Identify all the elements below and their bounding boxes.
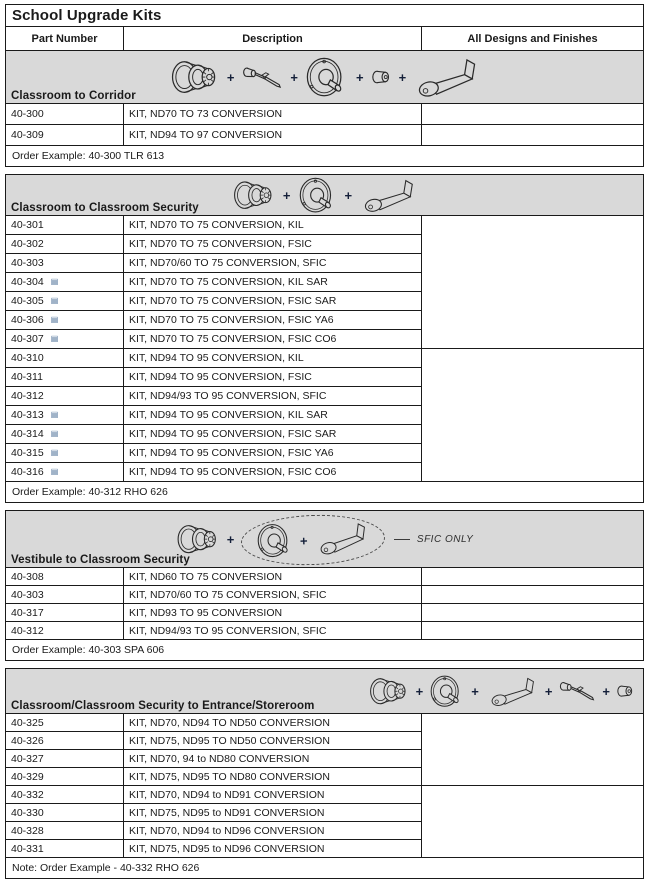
plus-icon: + [300, 532, 309, 548]
plus-icon: + [602, 684, 610, 699]
description-cell: KIT, ND70 TO 75 CONVERSION, FSIC YA6 [124, 311, 422, 330]
part-number-cell: 40-309 [6, 125, 124, 146]
part-number-cell: 40-328 [6, 822, 124, 840]
part-number-cell: 40-327 [6, 750, 124, 768]
spindle-tool-icon [558, 680, 596, 703]
part-number-cell: 40-310 [6, 349, 124, 368]
description-cell: KIT, ND93 TO 95 CONVERSION [124, 604, 422, 622]
description-cell: KIT, ND70, ND94 to ND96 CONVERSION [124, 822, 422, 840]
part-number-cell: 40-326 [6, 732, 124, 750]
sfic-only-label: SFIC ONLY [416, 534, 474, 545]
chassis-icon [368, 674, 410, 710]
plus-icon: + [282, 188, 291, 203]
description-cell: KIT, ND70, ND94 to ND91 CONVERSION [124, 786, 422, 804]
description-cell: KIT, ND70, ND94 TO ND50 CONVERSION [124, 714, 422, 732]
plus-icon: + [415, 684, 424, 699]
part-number-cell: 40-330 [6, 804, 124, 822]
description-cell: KIT, ND94 TO 95 CONVERSION, FSIC CO6 [124, 463, 422, 482]
table-row [6, 714, 644, 732]
part-number-cell: 40-306 ▤ [6, 311, 124, 330]
table-row [6, 216, 644, 235]
description-cell: KIT, ND70 TO 75 CONVERSION, FSIC [124, 235, 422, 254]
part-number-cell: 40-302 [6, 235, 124, 254]
description-cell: KIT, ND75, ND95 TO ND50 CONVERSION [124, 732, 422, 750]
part-number-cell: 40-311 [6, 368, 124, 387]
finishes-cell [422, 216, 644, 349]
lever-icon [413, 58, 479, 98]
cylinder-icon [616, 684, 635, 699]
rose-icon [256, 522, 295, 559]
finishes-cell [422, 125, 644, 146]
description-cell: KIT, ND94 TO 95 CONVERSION, FSIC YA6 [124, 444, 422, 463]
chassis-icon [232, 177, 276, 215]
section-table-classroom-to-corridor [5, 4, 644, 167]
table-row [6, 586, 644, 604]
note-marker-icon: ▤ [50, 467, 59, 476]
rose-icon [429, 675, 465, 709]
part-number-cell: 40-303 [6, 254, 124, 273]
lever-icon [359, 179, 417, 213]
section-band [6, 51, 644, 104]
description-cell: KIT, ND94/93 TO 95 CONVERSION, SFIC [124, 387, 422, 406]
section-table-classroom-security-to-entrance-storeroom [5, 668, 644, 879]
chassis-icon [170, 56, 220, 100]
description-cell: KIT, ND94 TO 97 CONVERSION [124, 125, 422, 146]
description-cell: KIT, ND70 TO 75 CONVERSION, FSIC SAR [124, 292, 422, 311]
note-marker-icon: ▤ [50, 315, 59, 324]
page-title: School Upgrade Kits [6, 5, 644, 27]
part-number-cell: 40-317 [6, 604, 124, 622]
description-cell: KIT, ND94 TO 95 CONVERSION, KIL SAR [124, 406, 422, 425]
description-cell: KIT, ND94 TO 95 CONVERSION, KIL [124, 349, 422, 368]
section-band [6, 669, 644, 714]
part-number-cell: 40-313 ▤ [6, 406, 124, 425]
order-example-row: Order Example: 40-300 TLR 613 [6, 146, 644, 167]
finishes-cell [422, 104, 644, 125]
part-number-cell: 40-329 [6, 768, 124, 786]
description-cell: KIT, ND75, ND95 TO ND80 CONVERSION [124, 768, 422, 786]
section-band [6, 511, 644, 568]
finishes-cell [422, 786, 644, 858]
table-row [6, 622, 644, 640]
sfic-only-group [240, 512, 385, 567]
note-marker-icon: ▤ [50, 448, 59, 457]
part-number-cell: 40-301 [6, 216, 124, 235]
description-cell: KIT, ND94 TO 95 CONVERSION, FSIC [124, 368, 422, 387]
section-title: Classroom to Corridor [11, 90, 136, 102]
order-example-row: Order Example: 40-303 SPA 606 [6, 640, 644, 661]
table-row [6, 786, 644, 804]
description-cell: KIT, ND70 TO 75 CONVERSION, KIL SAR [124, 273, 422, 292]
description-cell: KIT, ND70 TO 75 CONVERSION, KIL [124, 216, 422, 235]
description-cell: KIT, ND94 TO 95 CONVERSION, FSIC SAR [124, 425, 422, 444]
description-cell: KIT, ND70 TO 73 CONVERSION [124, 104, 422, 125]
section-title: Vestibule to Classroom Security [11, 554, 190, 566]
rose-icon [298, 177, 338, 215]
column-header-description: Description [124, 27, 422, 51]
description-cell: KIT, ND75, ND95 to ND96 CONVERSION [124, 840, 422, 858]
plus-icon: + [226, 532, 235, 547]
column-header-row [6, 27, 644, 51]
plus-icon: + [544, 684, 553, 699]
table-row [6, 568, 644, 586]
finishes-cell [422, 604, 644, 622]
note-marker-icon: ▤ [50, 277, 59, 286]
description-cell: KIT, ND70/60 TO 75 CONVERSION, SFIC [124, 254, 422, 273]
section-title: Classroom to Classroom Security [11, 202, 199, 214]
part-number-cell: 40-304 ▤ [6, 273, 124, 292]
plus-icon: + [226, 70, 235, 85]
lever-icon [313, 522, 370, 556]
part-number-cell: 40-303 [6, 586, 124, 604]
part-number-cell: 40-300 [6, 104, 124, 125]
plus-icon: + [344, 188, 353, 203]
cylinder-icon [371, 69, 392, 86]
part-number-cell: 40-331 [6, 840, 124, 858]
part-number-cell: 40-332 [6, 786, 124, 804]
plus-icon: + [356, 70, 364, 85]
order-example-row: Note: Order Example - 40-332 RHO 626 [6, 858, 644, 879]
note-marker-icon: ▤ [50, 334, 59, 343]
table-row [6, 125, 644, 146]
part-number-cell: 40-312 [6, 387, 124, 406]
description-cell: KIT, ND70, 94 to ND80 CONVERSION [124, 750, 422, 768]
finishes-cell [422, 568, 644, 586]
order-example-row: Order Example: 40-312 RHO 626 [6, 482, 644, 503]
table-row [6, 604, 644, 622]
description-cell: KIT, ND70/60 TO 75 CONVERSION, SFIC [124, 586, 422, 604]
description-cell: KIT, ND70 TO 75 CONVERSION, FSIC CO6 [124, 330, 422, 349]
finishes-cell [422, 349, 644, 482]
section-table-classroom-to-classroom-security [5, 174, 644, 503]
description-cell: KIT, ND60 TO 75 CONVERSION [124, 568, 422, 586]
title-row [6, 5, 644, 27]
note-marker-icon: ▤ [50, 429, 59, 438]
part-number-cell: 40-308 [6, 568, 124, 586]
section-band [6, 175, 644, 216]
table-row [6, 104, 644, 125]
part-number-cell: 40-316 ▤ [6, 463, 124, 482]
note-marker-icon: ▤ [50, 296, 59, 305]
plus-icon: + [290, 70, 299, 85]
spindle-tool-icon [241, 65, 283, 91]
part-number-cell: 40-307 ▤ [6, 330, 124, 349]
lever-icon [485, 677, 539, 707]
column-header-part-number: Part Number [6, 27, 124, 51]
part-number-cell: 40-312 [6, 622, 124, 640]
part-number-cell: 40-315 ▤ [6, 444, 124, 463]
description-cell: KIT, ND75, ND95 to ND91 CONVERSION [124, 804, 422, 822]
finishes-cell [422, 714, 644, 786]
section-title: Classroom/Classroom Security to Entrance/Storeroom [11, 700, 315, 712]
finishes-cell [422, 622, 644, 640]
column-header-finishes: All Designs and Finishes [422, 27, 644, 51]
table-row [6, 349, 644, 368]
part-number-cell: 40-314 ▤ [6, 425, 124, 444]
part-number-cell: 40-325 [6, 714, 124, 732]
section-table-vestibule-to-classroom-security [5, 510, 644, 661]
plus-icon: + [471, 684, 479, 699]
part-number-cell: 40-305 ▤ [6, 292, 124, 311]
rose-icon [305, 56, 349, 100]
note-marker-icon: ▤ [50, 410, 59, 419]
finishes-cell [422, 586, 644, 604]
description-cell: KIT, ND94/93 TO 95 CONVERSION, SFIC [124, 622, 422, 640]
plus-icon: + [398, 70, 407, 85]
callout-line [394, 539, 410, 540]
